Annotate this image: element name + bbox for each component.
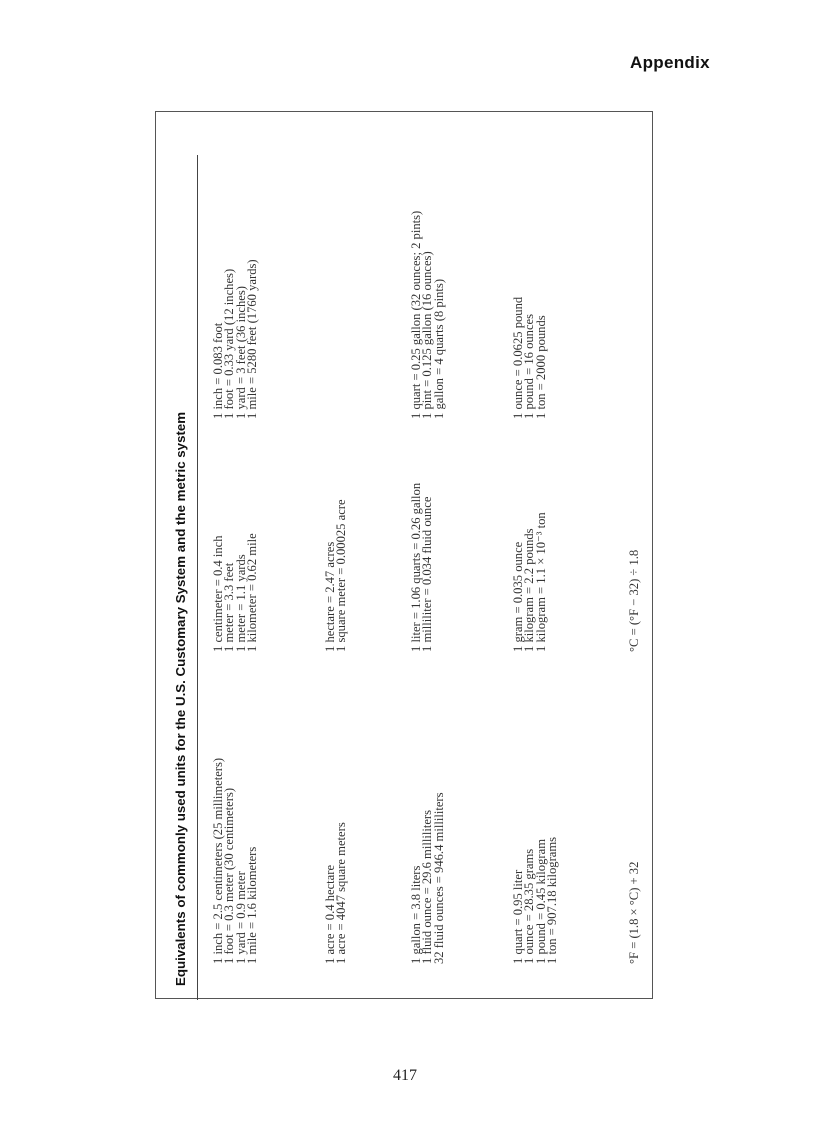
table-line: 1 gallon = 3.8 liters — [409, 865, 423, 964]
volume-metric-to-us — [411, 483, 434, 652]
table-line: 1 ounce = 28.35 grams — [522, 848, 537, 964]
weight-metric-to-us — [513, 512, 547, 652]
table-line: 1 inch = 2.5 centimeters (25 millimeters) — [211, 757, 225, 964]
page-number: 417 — [393, 1067, 417, 1084]
rotated-table — [156, 112, 654, 1000]
table-line: 1 acre = 0.4 hectare — [323, 864, 337, 964]
table-line: 1 inch = 0.083 foot — [211, 322, 225, 419]
table-line: 1 fluid ounce = 29.6 milliliters — [420, 809, 435, 964]
table-line: 1 foot = 0.3 meter (30 centimeters) — [222, 787, 237, 964]
table-line: 1 gallon = 4 quarts (8 pints) — [431, 278, 446, 419]
table-line: 1 yard = 0.9 meter — [233, 871, 248, 964]
table-line: °F = (1.8 × °C) + 32 — [627, 861, 641, 964]
table-line: 32 fluid ounces = 946.4 milliliters — [431, 792, 446, 964]
area-us-to-metric — [325, 822, 348, 964]
table-line: 1 meter = 3.3 feet — [222, 562, 237, 652]
weight-us-to-metric — [513, 837, 559, 964]
temperature-us-to-metric — [629, 862, 640, 964]
table-line: 1 ton = 907.18 kilograms — [545, 836, 560, 964]
table-line: 1 kilometer = 0.62 mile — [245, 533, 260, 652]
table-line: 1 centimeter = 0.4 inch — [211, 535, 225, 652]
length-us-to-metric — [213, 758, 259, 964]
table-line: 1 milliliter = 0.034 fluid ounce — [420, 496, 435, 652]
table-line: 1 acre = 4047 square meters — [334, 822, 349, 964]
table-line: 1 quart = 0.25 gallon (32 ounces; 2 pints) — [409, 210, 423, 419]
table-line: 1 mile = 5280 feet (1760 yards) — [245, 259, 260, 419]
table-line: 1 meter = 1.1 yards — [233, 554, 248, 652]
table-line: 1 kilogram = 2.2 pounds — [522, 528, 537, 652]
table-line: 1 mile = 1.6 kilometers — [245, 846, 260, 964]
table-line: 1 gram = 0.035 ounce — [511, 541, 525, 652]
table-line: 1 ton = 2000 pounds — [533, 315, 548, 419]
table-line: 1 foot = 0.33 yard (12 inches) — [222, 268, 237, 419]
weight-us-internal — [513, 297, 547, 419]
table-line: 1 kilogram = 1.1 × 10⁻³ ton — [533, 512, 548, 652]
table-line: 1 pint = 0.125 gallon (16 ounces) — [420, 251, 435, 419]
table-line: 1 ounce = 0.0625 pound — [511, 296, 525, 419]
table-line: 1 quart = 0.95 liter — [511, 869, 525, 964]
table-line: °C = (°F − 32) ÷ 1.8 — [627, 549, 641, 652]
table-line: 1 pound = 16 ounces — [522, 313, 537, 419]
area-metric-to-us — [325, 499, 348, 652]
table-line: 1 pound = 0.45 kilogram — [533, 839, 548, 964]
table-title: Equivalents of commonly used units for the U.S. Customary System and the metric system — [173, 411, 188, 986]
conversion-table-frame — [155, 111, 653, 999]
volume-us-internal — [411, 211, 445, 419]
volume-us-to-metric — [411, 792, 445, 964]
title-rule — [197, 155, 198, 1000]
length-us-internal — [213, 259, 259, 419]
temperature-metric-to-us — [629, 550, 640, 652]
appendix-heading: Appendix — [630, 53, 710, 72]
table-line: 1 square meter = 0.00025 acre — [334, 499, 349, 652]
table-line: 1 hectare = 2.47 acres — [323, 541, 337, 652]
length-metric-to-us — [213, 533, 259, 652]
table-line: 1 yard = 3 feet (36 inches) — [233, 286, 248, 419]
table-line: 1 liter = 1.06 quarts = 0.26 gallon — [409, 482, 423, 652]
